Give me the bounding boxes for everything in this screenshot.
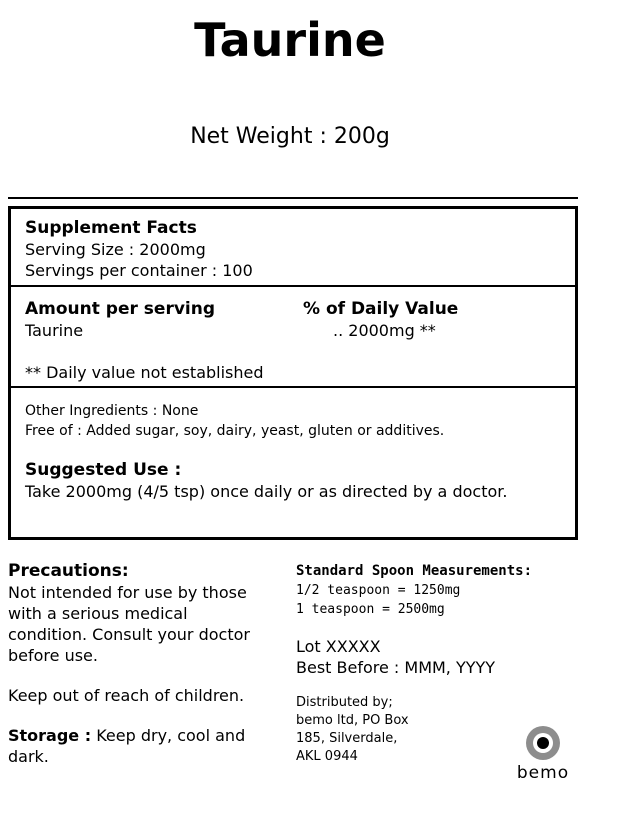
spoon-one: 1 teaspoon = 2500mg xyxy=(296,602,445,617)
children-warning: Keep out of reach of children. xyxy=(8,686,245,705)
storage-text-cont: dark. xyxy=(8,747,49,766)
storage-line xyxy=(8,725,288,746)
precautions-line: before use. xyxy=(8,646,98,665)
other-ingredients: Other Ingredients : None xyxy=(25,403,199,419)
amount-section xyxy=(25,298,565,344)
lot-number: Lot XXXXX xyxy=(296,637,381,656)
bemo-logo-icon xyxy=(526,726,560,760)
distributor-line: Distributed by; xyxy=(296,695,393,710)
best-before: Best Before : MMM, YYYY xyxy=(296,658,496,677)
facts-header xyxy=(25,217,545,281)
precautions-heading: Precautions: xyxy=(8,561,129,581)
precautions-line: condition. Consult your doctor xyxy=(8,625,250,644)
ingredient-amount: .. 2000mg ** xyxy=(333,321,436,340)
precautions-block xyxy=(8,561,288,767)
ingredient-name: Taurine xyxy=(25,321,84,340)
suggested-use-section xyxy=(25,459,565,502)
storage-text: Keep dry, cool and xyxy=(91,726,246,745)
distributor-line: AKL 0944 xyxy=(296,749,358,764)
spoon-half: 1/2 teaspoon = 1250mg xyxy=(296,583,461,598)
suggested-use-heading: Suggested Use : xyxy=(25,460,182,480)
precautions-line: Not intended for use by those xyxy=(8,583,247,602)
bemo-logo-text: bemo xyxy=(516,763,570,783)
supplement-facts-panel xyxy=(8,206,578,540)
free-of: Free of : Added sugar, soy, dairy, yeast, gluten or additives. xyxy=(25,423,445,439)
distributor-line: bemo ltd, PO Box xyxy=(296,713,409,728)
facts-divider-1 xyxy=(11,285,575,287)
daily-value-note: ** Daily value not established xyxy=(25,363,264,382)
facts-divider-2 xyxy=(11,386,575,388)
precautions-line: with a serious medical xyxy=(8,604,188,623)
spoon-heading: Standard Spoon Measurements: xyxy=(296,563,533,579)
serving-size: Serving Size : 2000mg xyxy=(25,240,206,259)
product-title: Taurine xyxy=(194,13,386,67)
daily-value-header: % of Daily Value xyxy=(303,299,459,319)
facts-heading: Supplement Facts xyxy=(25,218,197,238)
top-rule xyxy=(8,197,578,199)
bemo-logo xyxy=(508,726,578,784)
servings-per-container: Servings per container : 100 xyxy=(25,261,253,280)
ingredients-section xyxy=(25,401,565,441)
net-weight: Net Weight : 200g xyxy=(190,124,390,149)
distributor-line: 185, Silverdale, xyxy=(296,731,398,746)
suggested-use-text: Take 2000mg (4/5 tsp) once daily or as directed by a doctor. xyxy=(25,482,508,501)
amount-header: Amount per serving xyxy=(25,299,216,319)
storage-label: Storage : xyxy=(8,726,92,745)
